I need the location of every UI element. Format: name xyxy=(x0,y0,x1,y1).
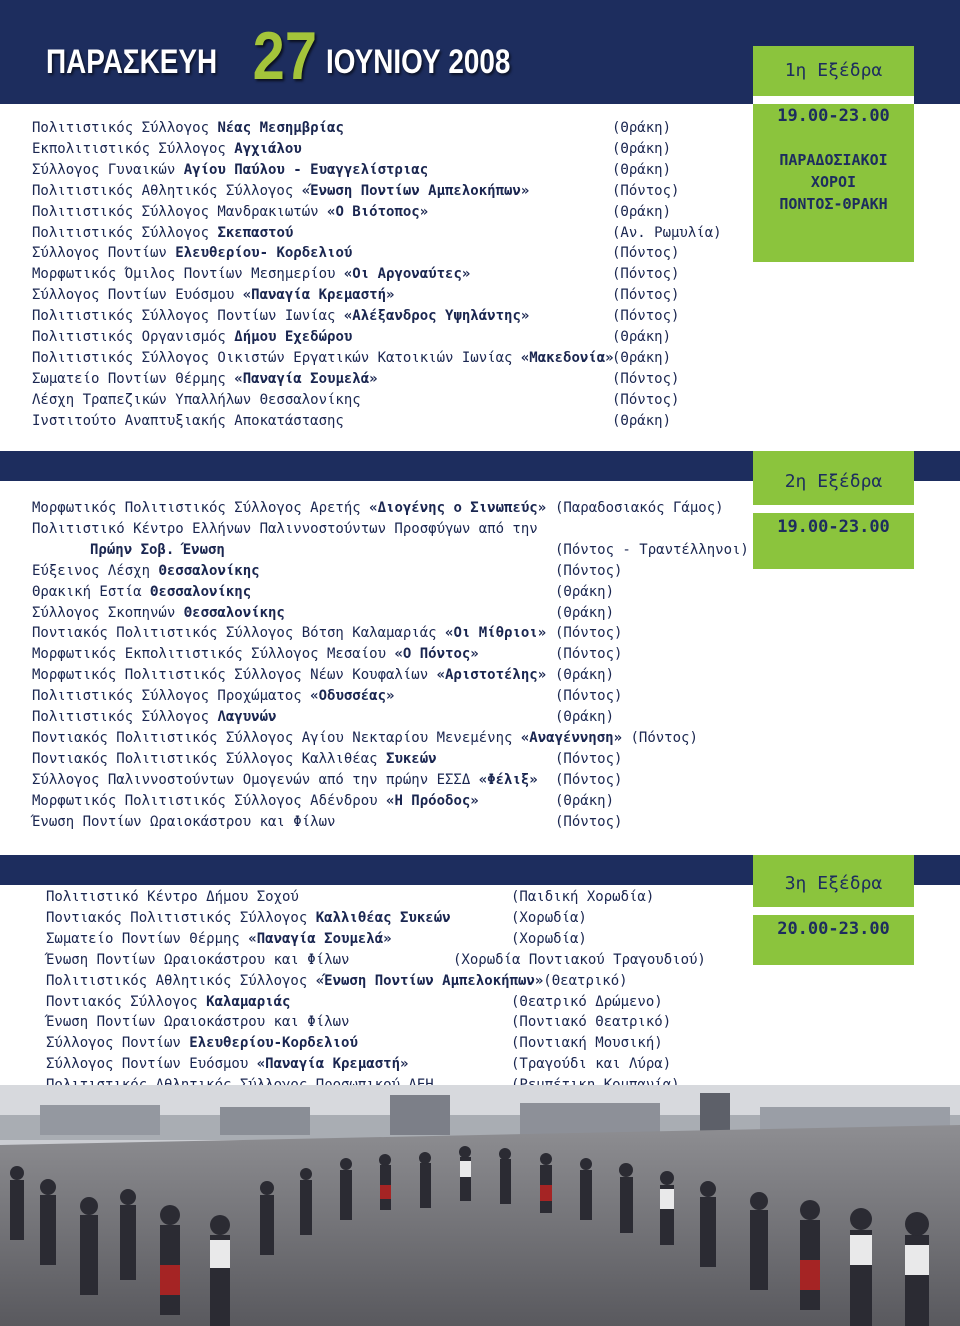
org-name: Ποντιακός Σύλλογος xyxy=(46,993,207,1010)
list-item xyxy=(32,348,614,369)
org-name-suffix: (Θεατρικό) xyxy=(543,972,628,989)
stage-2-time: 19.00-23.00 xyxy=(777,517,890,537)
org-name-highlight: Νέας Μεσημβρίας xyxy=(217,120,344,136)
list-item xyxy=(46,1012,349,1033)
list-item xyxy=(46,1033,358,1054)
region-label: (Θράκη) xyxy=(612,203,672,220)
org-name: Σύλλογος Ποντίων Ευόσμου xyxy=(46,1056,257,1073)
org-name-highlight: Καλαμαριάς xyxy=(206,993,291,1010)
org-name-highlight: «Παναγία Κρεμαστή» xyxy=(256,1056,409,1073)
org-name-highlight: Λαγυνών xyxy=(217,709,277,725)
stage-3-divider xyxy=(753,907,914,915)
region-label: (Θράκη) xyxy=(612,161,672,178)
org-name: Ποντιακός Πολιτιστικός Σύλλογος Αγίου Νεκταρίου Μενεμένης xyxy=(32,729,521,746)
org-name-highlight: «Ο Βιότοπος» xyxy=(327,203,429,220)
festival-photo-illustration xyxy=(0,1085,960,1326)
list-item xyxy=(46,929,392,950)
org-name-highlight: Ελευθερίου- Κορδελιού xyxy=(175,245,353,262)
org-name-highlight: Καλλιθέας Συκεών xyxy=(315,909,451,926)
org-name: Πολιτιστικό Κέντρο Δήμου Σοχού xyxy=(46,889,299,905)
list-item xyxy=(46,971,628,992)
org-name-highlight: «Διογένης ο Σινωπεύς» xyxy=(369,500,547,516)
stage-1-title: 1η Εξέδρα xyxy=(784,60,883,81)
org-name: Σύλλογος Παλιννοστούντων Ομογενών από την πρώην ΕΣΣΔ xyxy=(32,771,479,788)
region-label: (Πόντος) xyxy=(555,771,623,788)
list-item xyxy=(32,603,285,624)
header-day: ΠΑΡΑΣΚΕΥΗ xyxy=(46,43,218,81)
region-label: (Πόντος) xyxy=(555,813,623,830)
list-item xyxy=(32,327,352,348)
region-label: (Πόντος - Τραντέλληνοι) xyxy=(555,541,749,558)
org-name-highlight: «Ένωση Ποντίων Αμπελοκήπων» xyxy=(315,972,544,989)
list-item xyxy=(32,160,428,181)
org-name: Σύλλογος Γυναικών xyxy=(32,161,184,178)
org-name: Πολιτιστικό Κέντρο Ελλήνων Παλιννοστούντων Προσφύγων από την xyxy=(32,520,538,537)
list-item xyxy=(32,118,344,139)
org-name: Σωματείο Ποντίων Θέρμης xyxy=(46,930,249,947)
org-name-highlight: «Αλέξανδρος Υψηλάντης» xyxy=(343,308,530,325)
org-name: Ποντιακός Πολιτιστικός Σύλλογος xyxy=(46,909,316,926)
region-label: (Ποντιακή Μουσική) xyxy=(511,1035,663,1052)
list-item xyxy=(46,992,290,1013)
list-item xyxy=(32,519,538,540)
list-item xyxy=(32,498,546,519)
org-name: Ένωση Ποντίων Ωραιοκάστρου και Φίλων xyxy=(32,813,336,830)
org-name-highlight: «Παναγία Σουμελά» xyxy=(248,930,392,947)
org-name-highlight: Θεσσαλονίκης xyxy=(183,604,285,621)
org-name-highlight: «Οδυσσέας» xyxy=(310,688,395,705)
org-name: Πολιτιστικός Σύλλογος Ποντίων Ιωνίας xyxy=(32,308,344,325)
org-name-highlight: «Φέλιξ» xyxy=(478,771,538,788)
region-label: (Τραγούδι και Λύρα) xyxy=(511,1056,672,1073)
list-item xyxy=(32,623,546,644)
region-label: (Θεατρικό Δρώμενο) xyxy=(511,993,663,1010)
list-item xyxy=(32,139,302,160)
org-name: Λέσχη Τραπεζικών Υπαλλήλων Θεσσαλονίκης xyxy=(32,391,361,408)
list-item xyxy=(32,223,293,244)
org-name-highlight: Σκεπαστού xyxy=(217,224,294,241)
region-label: (Θράκη) xyxy=(612,120,672,136)
region-label: (Πόντος) xyxy=(612,308,680,325)
org-name: Πολιτιστικός Σύλλογος xyxy=(32,120,218,136)
region-label: (Θράκη) xyxy=(555,604,615,621)
stage-2-divider xyxy=(753,505,914,513)
org-name: Πολιτιστικός Σύλλογος Οικιστών Εργατικών Κατοικιών Ιωνίας xyxy=(32,349,521,366)
list-item xyxy=(32,665,546,686)
list-item xyxy=(46,950,349,971)
list-item xyxy=(46,1054,408,1075)
region-label: (Θράκη) xyxy=(612,140,672,157)
org-name: Σύλλογος Ποντίων Ευόσμου xyxy=(32,287,243,304)
region-label: (Πόντος) xyxy=(612,391,680,408)
org-name: Μορφωτικός Πολιτιστικός Σύλλογος Αδένδρου xyxy=(32,792,387,809)
region-label: (Ποντιακό Θεατρικό) xyxy=(511,1014,672,1031)
list-item xyxy=(90,540,225,561)
org-name: Πολιτιστικός Αθλητικός Σύλλογος xyxy=(46,972,316,989)
org-name: Πολιτιστικός Σύλλογος Προχώματος xyxy=(32,688,311,705)
header-date: 27 xyxy=(252,18,317,94)
region-label: (Θράκη) xyxy=(555,792,615,809)
stage-3-box xyxy=(753,855,914,965)
org-name-suffix: (Πόντος) xyxy=(622,729,698,746)
org-name: Ένωση Ποντίων Ωραιοκάστρου και Φίλων xyxy=(46,951,350,968)
org-name: Πολιτιστικός Αθλητικός Σύλλογος xyxy=(32,182,302,199)
org-name: Μορφωτικός Πολιτιστικός Σύλλογος Νέων Κουφαλίων xyxy=(32,667,437,684)
region-label: (Αν. Ρωμυλία) xyxy=(612,224,722,241)
region-label: (Πόντος) xyxy=(612,266,680,283)
region-label: (Χορωδία Ποντιακού Τραγουδιού) xyxy=(453,951,706,968)
list-item xyxy=(32,686,394,707)
festival-photo xyxy=(0,1085,960,1326)
list-item xyxy=(32,411,344,432)
org-name-highlight: «Παναγία Κρεμαστή» xyxy=(242,287,395,304)
org-name-highlight: «Οι Μίθριοι» xyxy=(445,625,547,642)
org-name-highlight: «Ένωση Ποντίων Αμπελοκήπων» xyxy=(301,182,530,199)
list-item xyxy=(32,264,470,285)
list-item xyxy=(32,582,251,603)
list-item xyxy=(32,202,428,223)
list-item xyxy=(32,707,276,728)
org-name-highlight: Ελευθερίου-Κορδελιού xyxy=(189,1035,358,1052)
region-label: (Θράκη) xyxy=(612,329,672,345)
region-label: (Θράκη) xyxy=(612,412,672,429)
org-name-highlight: Θεσσαλονίκης xyxy=(150,583,252,600)
region-label: (Πόντος) xyxy=(555,562,623,579)
org-name: Σύλλογος Ποντίων xyxy=(46,1035,190,1052)
region-label: (Παραδοσιακός Γάμος) xyxy=(555,500,724,516)
region-label: (Χορωδία) xyxy=(511,909,587,926)
stage-1-divider xyxy=(753,96,914,104)
list-item xyxy=(32,390,361,411)
region-label: (Πόντος) xyxy=(612,182,680,199)
header-month-year: ΙΟΥΝΙΟΥ 2008 xyxy=(326,43,511,81)
org-name-highlight: «Παναγία Σουμελά» xyxy=(234,370,378,387)
region-label: (Θράκη) xyxy=(612,349,672,366)
list-item xyxy=(46,887,299,908)
list-item xyxy=(32,285,394,306)
stage-3-time: 20.00-23.00 xyxy=(777,919,890,939)
org-name-highlight: Αγίου Παύλου - Ευαγγελίστριας xyxy=(183,161,429,178)
region-label: (Πόντος) xyxy=(612,245,680,262)
list-item xyxy=(32,770,538,791)
region-label: (Χορωδία) xyxy=(511,930,587,947)
region-label: (Πόντος) xyxy=(555,688,623,705)
region-label: (Θράκη) xyxy=(555,667,615,684)
stage-1-subtitle-1: ΠΑΡΑΔΟΣΙΑΚΟΙ xyxy=(779,151,888,169)
region-label: (Θράκη) xyxy=(555,583,615,600)
stage-1-subtitle-2: ΧΟΡΟΙ xyxy=(810,173,857,191)
region-label: (Πόντος) xyxy=(612,287,680,304)
org-name: Πολιτιστικός Οργανισμός xyxy=(32,329,235,345)
org-name: Σύλλογος Σκοπηνών xyxy=(32,604,184,621)
list-item xyxy=(32,644,479,665)
org-name-highlight: Αγχιάλου xyxy=(234,140,302,157)
org-name-highlight: «Ο Πόντος» xyxy=(394,646,479,663)
region-label: (Πόντος) xyxy=(555,646,623,663)
list-item xyxy=(32,791,479,812)
list-item xyxy=(32,728,698,749)
org-name-highlight: Συκεών xyxy=(386,750,437,767)
org-name: Πολιτιστικός Σύλλογος xyxy=(32,709,218,725)
org-name: Μορφωτικός Εκπολιτιστικός Σύλλογος Μεσαίου xyxy=(32,646,395,663)
list-item xyxy=(32,749,437,770)
org-name-highlight: Πρώην Σοβ. Ένωση xyxy=(90,541,225,558)
list-item xyxy=(32,369,378,390)
org-name: Πολιτιστικός Σύλλογος xyxy=(32,224,218,241)
stage-1-time: 19.00-23.00 xyxy=(777,106,890,126)
org-name-highlight: Δήμου Εχεδώρου xyxy=(234,329,353,345)
org-name-highlight: «Μακεδονία» xyxy=(520,349,614,366)
region-label: (Παιδική Χορωδία) xyxy=(511,889,655,905)
org-name: Μορφωτικός Πολιτιστικός Σύλλογος Αρετής xyxy=(32,500,370,516)
region-label: (Θράκη) xyxy=(555,709,615,725)
org-name: Πολιτιστικός Σύλλογος Μανδρακιωτών xyxy=(32,203,328,220)
stage-2-title: 2η Εξέδρα xyxy=(784,471,883,492)
org-name-highlight: Θεσσαλονίκης xyxy=(158,562,260,579)
list-item xyxy=(32,243,352,264)
stage-3-title: 3η Εξέδρα xyxy=(784,873,883,894)
region-label: (Πόντος) xyxy=(555,625,623,642)
list-item xyxy=(32,306,529,327)
org-name: Σωματείο Ποντίων Θέρμης xyxy=(32,370,235,387)
region-label: (Πόντος) xyxy=(555,750,623,767)
org-name-highlight: «Αριστοτέλης» xyxy=(436,667,547,684)
org-name: Ινστιτούτο Αναπτυξιακής Αποκατάστασης xyxy=(32,412,344,429)
list-item xyxy=(32,561,260,582)
page-title xyxy=(46,18,551,94)
stage-2-box xyxy=(753,451,914,569)
org-name: Εκπολιτιστικός Σύλλογος xyxy=(32,140,235,157)
list-item xyxy=(46,908,451,929)
stage-1-box xyxy=(753,46,914,262)
list-item xyxy=(32,181,529,202)
org-name: Ποντιακός Πολιτιστικός Σύλλογος Καλλιθέας xyxy=(32,750,387,767)
org-name: Θρακική Εστία xyxy=(32,583,151,600)
org-name: Μορφωτικός Όμιλος Ποντίων Μεσημερίου xyxy=(32,266,344,283)
org-name: Εύξεινος Λέσχη xyxy=(32,562,159,579)
org-name-highlight: «Η Πρόοδος» xyxy=(386,792,479,809)
org-name: Σύλλογος Ποντίων xyxy=(32,245,176,262)
stage-1-subtitle-3: ΠΟΝΤΟΣ-ΘΡΑΚΗ xyxy=(779,195,888,213)
org-name: Ποντιακός Πολιτιστικός Σύλλογος Βότση Καλαμαριάς xyxy=(32,625,446,642)
org-name-highlight: «Οι Αργοναύτες» xyxy=(343,266,471,283)
org-name-highlight: «Αναγέννηση» xyxy=(520,729,623,746)
list-item xyxy=(32,812,335,833)
org-name: Ένωση Ποντίων Ωραιοκάστρου και Φίλων xyxy=(46,1014,350,1031)
region-label: (Πόντος) xyxy=(612,370,680,387)
